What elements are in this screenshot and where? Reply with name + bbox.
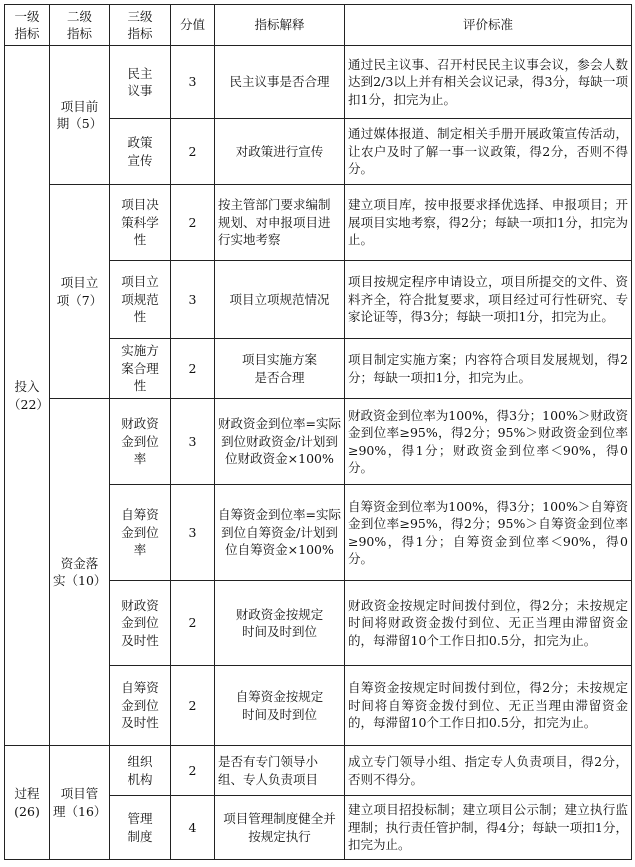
explain-cell: 按主管部门要求编制规划、对申报项目进行实地考察 [215,185,345,261]
header-level3: 三级 指标 [110,5,171,46]
explain-cell: 项目管理制度健全并按规定执行 [215,796,345,860]
indicator-cell: 民主 议事 [110,46,171,119]
criteria-cell: 建立项目库，按申报要求择优选择、申报项目；开展项目实地考察，得2分；每缺一项扣1分，扣完为止。 [345,185,632,261]
header-criteria: 评价标准 [345,5,632,46]
header-level1: 一级 指标 [5,5,50,46]
indicator-cell: 政策 宣传 [110,119,171,185]
criteria-cell: 自筹资金按规定时间拨付到位，得2分；未按规定时间将自筹资金拨付到位、无正当理由滞留资金的，每滞留10个工作日扣0.5分，扣完为止。 [345,666,632,746]
score-cell: 3 [171,46,215,119]
score-cell: 2 [171,185,215,261]
criteria-cell: 建立项目招投标制；建立项目公示制；建立执行监理制；执行责任管护制，得4分；每缺一项扣1分，扣完为止。 [345,796,632,860]
table-row [5,185,632,261]
score-cell: 3 [171,485,215,581]
explain-cell: 民主议事是否合理 [215,46,345,119]
score-cell: 3 [171,261,215,339]
criteria-cell: 财政资金到位率为100%，得3分；100%＞财政资金到位率≥95%，得2分；95%＞财政资金到位率≥90%，得1分；财政资金到位率＜90%，得0分。 [345,399,632,485]
criteria-cell: 自筹资金到位率为100%，得3分；100%＞自筹资金到位率≥95%，得2分；95%＞自筹资金到位率≥90%，得1分；自筹资金到位率＜90%，得0分。 [345,485,632,581]
explain-cell: 是否有专门领导小组、专人负责项目 [215,746,345,796]
indicator-cell: 项目立 项规范 性 [110,261,171,339]
score-cell: 2 [171,746,215,796]
score-cell: 2 [171,119,215,185]
indicator-cell: 自筹资 金到位 率 [110,485,171,581]
evaluation-table [4,4,632,860]
explain-cell: 项目实施方案 是否合理 [215,339,345,399]
criteria-cell: 成立专门领导小组、指定专人负责项目，得2分，否则不得分。 [345,746,632,796]
subgroup-funds: 资金落 实（10） [50,399,110,746]
explain-cell: 自筹资金按规定 时间及时到位 [215,666,345,746]
score-cell: 2 [171,666,215,746]
table-row [5,46,632,119]
explain-cell: 财政资金到位率=实际到位财政资金/计划到位财政资金×100% [215,399,345,485]
explain-cell: 自筹资金到位率=实际到位自筹资金/计划到位自筹资金×100% [215,485,345,581]
indicator-cell: 财政资 金到位 及时性 [110,581,171,666]
score-cell: 3 [171,399,215,485]
indicator-cell: 管理 制度 [110,796,171,860]
group-process: 过程 (26) [5,746,50,860]
indicator-cell: 组织 机构 [110,746,171,796]
header-explain: 指标解释 [215,5,345,46]
score-cell: 2 [171,581,215,666]
table-row [5,399,632,485]
score-cell: 2 [171,339,215,399]
header-row [5,5,632,46]
criteria-cell: 财政资金按规定时间拨付到位，得2分；未按规定时间将财政资金拨付到位、无正当理由滞留资金的，每滞留10个工作日扣0.5分，扣完为止。 [345,581,632,666]
score-cell: 4 [171,796,215,860]
indicator-cell: 自筹资 金到位 及时性 [110,666,171,746]
explain-cell: 对政策进行宣传 [215,119,345,185]
criteria-cell: 通过媒体报道、制定相关手册开展政策宣传活动，让农户及时了解一事一议政策，得2分，否则不得分。 [345,119,632,185]
subgroup-mgmt: 项目管 理（16） [50,746,110,860]
explain-cell: 财政资金按规定 时间及时到位 [215,581,345,666]
table-row [5,746,632,796]
criteria-cell: 项目按规定程序申请设立，项目所提交的文件、资料齐全，符合批复要求，项目经过可行性研究、专家论证等，得3分；每缺一项扣1分，扣完为止。 [345,261,632,339]
group-input: 投入 （22） [5,46,50,746]
indicator-cell: 财政资 金到位 率 [110,399,171,485]
explain-cell: 项目立项规范情况 [215,261,345,339]
header-level2: 二级 指标 [50,5,110,46]
header-score: 分值 [171,5,215,46]
subgroup-prep: 项目前 期（5） [50,46,110,185]
indicator-cell: 项目决 策科学 性 [110,185,171,261]
criteria-cell: 通过民主议事、召开村民民主议事会议，参会人数达到2/3以上并有相关会议记录，得3分，每缺一项扣1分，扣完为止。 [345,46,632,119]
criteria-cell: 项目制定实施方案；内容符合项目发展规划，得2分；每缺一项扣1分，扣完为止。 [345,339,632,399]
indicator-cell: 实施方 案合理 性 [110,339,171,399]
subgroup-approval: 项目立 项（7） [50,185,110,399]
